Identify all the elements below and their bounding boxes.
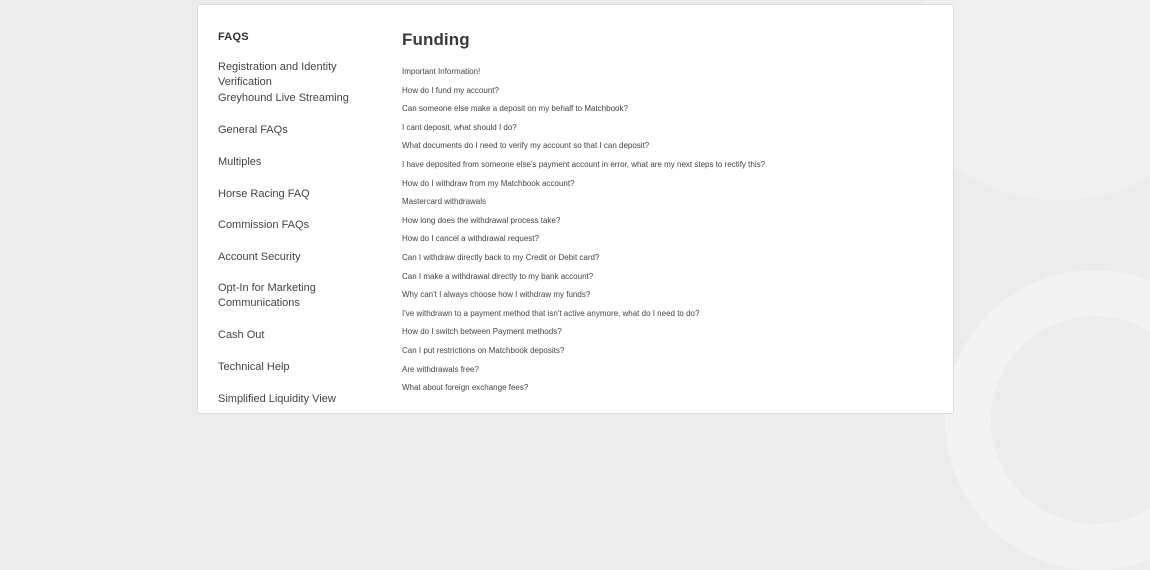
faq-question-link[interactable]: How long does the withdrawal process take? — [402, 215, 561, 225]
sidebar-item-multiples[interactable]: Multiples — [218, 156, 262, 168]
sidebar-item-cash-out[interactable]: Cash Out — [218, 329, 265, 341]
faq-question-link[interactable]: I cant deposit, what should I do? — [402, 122, 517, 132]
sidebar-item-simplified-liquidity[interactable]: Simplified Liquidity View — [218, 393, 336, 405]
background-arc — [945, 270, 1150, 570]
sidebar-item-account-security[interactable]: Account Security — [218, 251, 301, 263]
sidebar-item-technical-help[interactable]: Technical Help — [218, 361, 290, 373]
sidebar-item-registration[interactable]: Registration and Identity Verification — [218, 61, 337, 88]
sidebar-item-greyhound-streaming[interactable]: Greyhound Live Streaming — [218, 92, 349, 104]
faq-content — [402, 29, 942, 393]
sidebar-title: FAQS — [218, 31, 249, 43]
faq-question-link[interactable]: Important Information! — [402, 67, 481, 76]
faq-question-link[interactable]: What about foreign exchange fees? — [402, 383, 529, 393]
faq-question-link[interactable]: Can I withdraw directly back to my Credit or Debit card? — [402, 252, 600, 262]
faq-question-link[interactable]: What documents do I need to verify my account so that I can deposit? — [402, 141, 650, 151]
sidebar-item-commission[interactable]: Commission FAQs — [218, 219, 310, 231]
faq-question-link[interactable]: I've withdrawn to a payment method that isn't active anymore, what do I need to do? — [402, 308, 700, 318]
faq-question-link[interactable]: Can I put restrictions on Matchbook deposits? — [402, 345, 565, 355]
faq-question-link[interactable]: Why can't I always choose how I withdraw my funds? — [402, 290, 591, 300]
faq-question-link[interactable]: Are withdrawals free? — [402, 364, 479, 374]
page-title: Funding — [402, 30, 470, 49]
faq-question-link[interactable]: Can I make a withdrawal directly to my bank account? — [402, 271, 594, 281]
question-list — [402, 66, 765, 401]
faq-question-link[interactable]: I have deposited from someone else's payment account in error, what are my next steps to rectify this? — [402, 159, 766, 169]
faq-question-link[interactable]: Mastercard withdrawals — [402, 197, 487, 207]
sidebar-item-general-faqs[interactable]: General FAQs — [218, 124, 288, 136]
faq-question-link[interactable]: How do I cancel a withdrawal request? — [402, 234, 539, 244]
faq-question-link[interactable]: How do I switch between Payment methods? — [402, 327, 562, 337]
faq-question-link[interactable]: How do I fund my account? — [402, 85, 499, 95]
faq-question-link[interactable]: Can someone else make a deposit on my behalf to Matchbook? — [402, 104, 628, 114]
faq-card — [197, 4, 954, 414]
sidebar-item-marketing-opt-in[interactable]: Opt-In for Marketing Communications — [218, 282, 316, 309]
faq-question-link[interactable]: How do I withdraw from my Matchbook account? — [402, 178, 575, 188]
faq-sidebar — [218, 29, 388, 405]
sidebar-item-horse-racing[interactable]: Horse Racing FAQ — [218, 188, 310, 200]
